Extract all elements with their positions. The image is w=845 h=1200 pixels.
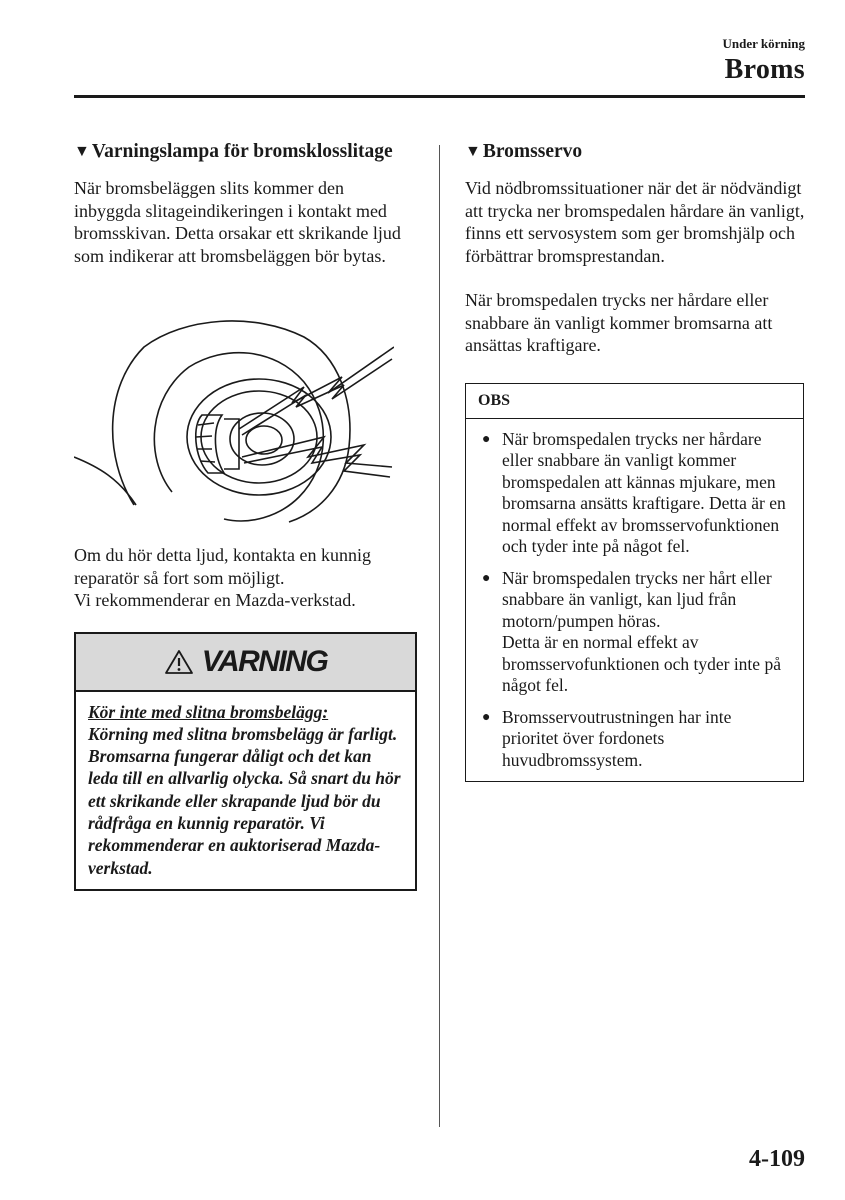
warning-lead: Kör inte med slitna bromsbelägg: [88,701,329,722]
section-heading-brake-wear [74,140,414,164]
paragraph-mazda-workshop: Vi rekommenderar en Mazda-verkstad. [74,590,356,610]
list-item [478,429,791,558]
page-title: Broms [724,54,805,85]
warning-text: Körning med slitna bromsbelägg är farligt. Bromsarna fungerar dåligt och det kan leda till en allvarlig olycka. Så snart du hör ett skrikande eller skrapande ljud bör du rådfråga en kunnig reparatör. Vi rekommenderar en auktoriserad Mazda-verkstad. [88,723,401,878]
brake-disc-illustration [74,307,394,527]
paragraph-contact-repairer: Om du hör detta ljud, kontakta en kunnig reparatör så fort som möjligt. [74,545,371,588]
warning-triangle-icon [164,649,194,675]
section-heading-brake-servo [465,140,805,164]
list-item [478,707,791,772]
header-section-label: Under körning [722,36,805,51]
column-divider [439,145,440,1127]
warning-box [74,632,417,891]
triangle-down-icon: ▼ [465,143,481,160]
list-item-text: När bromspedalen trycks ner hårt eller snabbare än vanligt, kan ljud från motorn/pumpen höras. [502,567,772,631]
note-list [466,419,803,782]
bullet-icon: ● [482,570,491,586]
warning-header [76,634,415,692]
triangle-down-icon: ▼ [74,143,90,160]
list-item-text-continued: Detta är en normal effekt av bromsservofunktionen och tyder inte på något fel. [502,632,781,695]
bullet-icon: ● [482,431,491,447]
page-number: 4-109 [749,1146,805,1172]
paragraph-servo-intro: Vid nödbromssituationer när det är nödvändigt att trycka ner bromspedalen hårdare än vanligt, finns ett servosystem som ger bromshjälp och förbättrar bromsprestandan. [465,178,805,266]
section-heading-text: Varningslampa för bromsklosslitage [91,141,393,162]
note-label: OBS [466,384,803,419]
warning-body [76,692,415,889]
header-rule [74,95,805,98]
right-column [465,140,805,782]
bullet-icon: ● [482,709,491,725]
left-column [74,140,414,891]
note-box [465,383,804,783]
paragraph-servo-harder: När bromspedalen trycks ner hårdare eller snabbare än vanligt kommer bromsarna att ansättas kraftigare. [465,290,773,355]
paragraph-wear-indicator: När bromsbeläggen slits kommer den inbyggda slitageindikeringen i kontakt med bromsskivan. Detta orsakar ett skrikande ljud som indikerar att bromsbeläggen bör bytas. [74,178,401,266]
list-item-text: Bromsservoutrustningen har inte prioritet över fordonets huvudbromssystem. [502,706,732,770]
list-item [478,568,791,697]
section-heading-text: Bromsservo [482,141,583,162]
warning-label: VARNING [201,644,328,678]
list-item-text: När bromspedalen trycks ner hårdare eller snabbare än vanligt kommer bromspedalen att kännas mjukare, men bromsarna ansätts kraftigare. Detta är en normal effekt av bromsservofunktionen och tyder inte på något fel. [502,428,786,556]
